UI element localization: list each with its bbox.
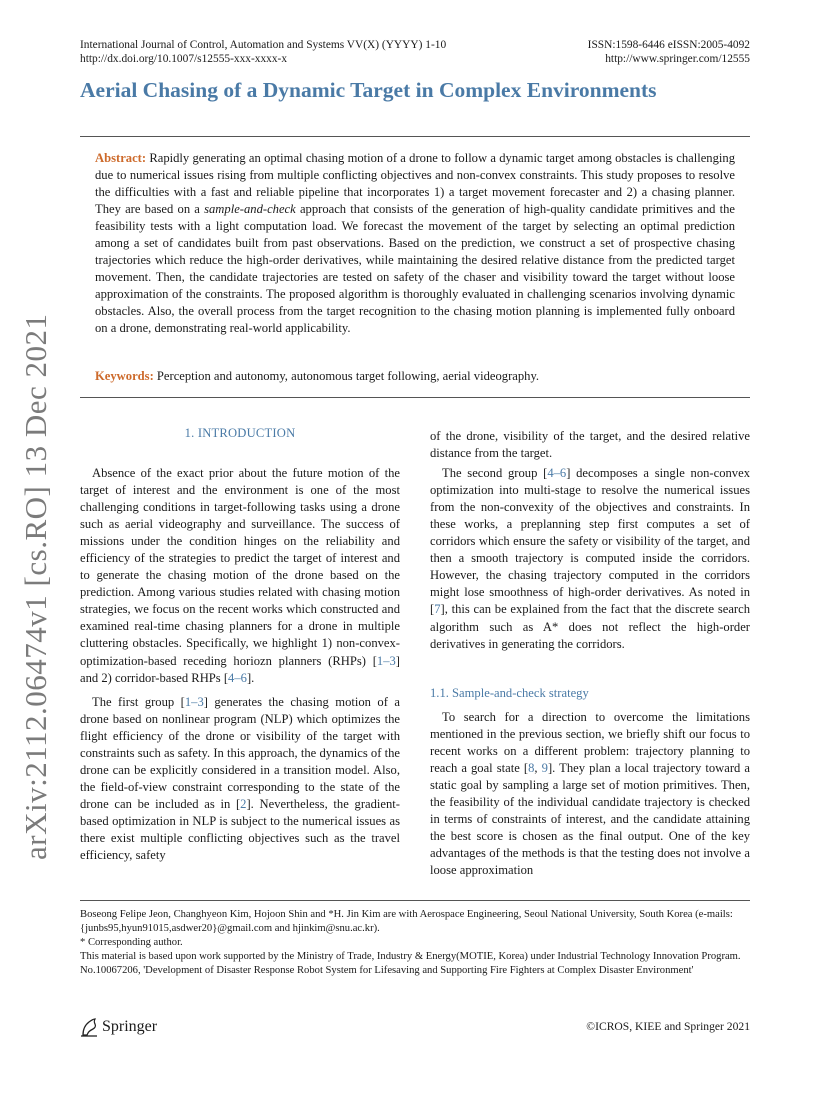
citation-link[interactable]: 7 bbox=[434, 602, 441, 617]
text-run: ]. bbox=[246, 670, 255, 685]
running-header-left bbox=[80, 38, 446, 66]
copyright: ©ICROS, KIEE and Springer 2021 bbox=[586, 1020, 750, 1033]
abstract-rule bbox=[80, 397, 750, 398]
funding-note: This material is based upon work supported by the Ministry of Trade, Industry & Energy(MOTIE, Korea) under Industrial Technology Innovation Program. No.10067206, 'Development of Disaster Response Robot System for Lifesaving and Supporting Fire Fighters at Complex Disaster Environment' bbox=[80, 951, 741, 976]
text-run: ], this can be explained from the fact that the discrete search algorithm such as A* does not reflect the high-order derivatives in generating the corridors. bbox=[430, 602, 750, 651]
doi-link[interactable]: http://dx.doi.org/10.1007/s12555-xxx-xxxx-x bbox=[80, 53, 288, 65]
text-run: The second group [ bbox=[442, 466, 548, 481]
springer-logo bbox=[80, 1017, 157, 1037]
citation-link[interactable]: 8 bbox=[528, 761, 535, 776]
text-run: ] generates the chasing motion of a drone based on nonlinear program (NLP) which optimizes the flight efficiency of the drone or visibility of the target with constraints such as safety. In this approach, the dynamics of the drone can be explicitly considered in a transition model. Also, the field-of-view constraint corresponding to the state of the drone can be included as in [ bbox=[80, 694, 400, 811]
corresponding-author-note: * Corresponding author. bbox=[80, 937, 183, 948]
footnote-rule bbox=[80, 900, 750, 901]
subsection-title-sample-and-check: 1.1. Sample-and-check strategy bbox=[430, 686, 589, 700]
journal-url[interactable]: http://www.springer.com/12555 bbox=[605, 53, 750, 65]
intro-paragraph-2-continued: of the drone, visibility of the target, and the desired relative distance from the target. bbox=[430, 429, 750, 461]
intro-paragraph-2 bbox=[80, 694, 400, 864]
keywords bbox=[95, 368, 735, 385]
right-column bbox=[430, 428, 750, 653]
text-run: ] decomposes a single non-convex optimization into multi-stage to resolve the numerical issues from the non-convexity of the objectives and constraints. In these works, a preplanning step first computes a set of corridors which ensure the safety or visibility of the target, and then a smooth trajectory is computed inside the corridors. However, the chasing trajectory computed in the corridors might lose smoothness of high-order derivatives. As noted in [ bbox=[430, 466, 750, 617]
abstract-label: Abstract: bbox=[95, 151, 147, 165]
intro-paragraph-1 bbox=[80, 465, 400, 687]
section-title-introduction: 1. INTRODUCTION bbox=[184, 426, 296, 440]
arxiv-stamp: arXiv:2112.06474v1 [cs.RO] 13 Dec 2021 bbox=[18, 313, 53, 860]
subsection-paragraph-1 bbox=[430, 709, 750, 879]
citation-link[interactable]: 1–3 bbox=[184, 694, 204, 709]
title-rule bbox=[80, 136, 750, 137]
abstract bbox=[95, 150, 735, 338]
text-run: The first group [ bbox=[92, 694, 185, 709]
citation-link[interactable]: 9 bbox=[541, 761, 548, 776]
intro-paragraph-3 bbox=[430, 465, 750, 653]
text-run: ]. Nevertheless, the gradient-based optimization in NLP is subject to the numerical issues as there exist multiple conflicting objectives such as the travel efficiency, safety bbox=[80, 796, 400, 863]
abstract-text-1: Rapidly generating an optimal chasing motion of a drone to follow a dynamic target among obstacles is challenging due to numerical issues rising from multiple conflicting objectives and non-convex constraints. This study proposes to resolve the difficulties with a fast and reliable pipeline that incorporates 1) a target movement forecaster and 2) a chasing planner. They are based on a bbox=[95, 151, 735, 217]
paper-title: Aerial Chasing of a Dynamic Target in Complex Environments bbox=[80, 78, 657, 102]
keywords-text: Perception and autonomy, autonomous target following, aerial videography. bbox=[156, 369, 540, 383]
footnote bbox=[80, 908, 752, 978]
running-header-right bbox=[588, 38, 750, 66]
springer-horse-icon bbox=[80, 1017, 98, 1037]
publisher-name: Springer bbox=[102, 1018, 158, 1035]
citation-link[interactable]: 2 bbox=[240, 796, 247, 811]
left-column bbox=[80, 465, 400, 864]
right-column-lower bbox=[430, 709, 750, 879]
text-run: To search for a direction to overcome the limitations mentioned in the previous section, we briefly shift our focus to recent works on a different problem: trajectory planning to reach a goal state [ bbox=[430, 710, 750, 776]
issn: ISSN:1598-6446 eISSN:2005-4092 bbox=[587, 39, 750, 51]
abstract-text-2: approach that consists of the generation of high-quality candidate primitives and the feasibility tests with a light computation load. We forecast the movement of the target by selecting an optimal prediction among a set of candidates built from past observations. Based on the prediction, we construct a set of prospective chasing trajectories which reduce the high-order derivatives, while maintaining the desired relative distance from the predicted target movement. Then, the candidate trajectories are tested on safety of the chaser and visibility toward the target without loose approximation of the constraints. The proposed algorithm is thoroughly evaluated in challenging scenarios involving dynamic obstacles. Also, the overall process from the target recognition to the chasing motion planning is implemented fully onboard on a drone, demonstrating real-world applicability. bbox=[95, 202, 735, 336]
author-affiliations: Boseong Felipe Jeon, Changhyeon Kim, Hojoon Shin and *H. Jin Kim are with Aerospace Engineering, Seoul National University, South Korea (e-mails: {junbs95,hyun91015,asdwer20}@gmail.com and hjinkim@snu.ac.kr). bbox=[80, 909, 733, 934]
text-run: ]. They plan a local trajectory toward a static goal by sampling a large set of motion primitives. Then, the feasibility of the individual candidate trajectory is checked in terms of constraints of interest, and the candidate attaining the best score is chosen as the final output. One of the key advantages of the methods is that the testing does not involve a loose approximation bbox=[430, 761, 751, 878]
citation-link[interactable]: 4–6 bbox=[228, 670, 247, 685]
journal-name: International Journal of Control, Automation and Systems VV(X) (YYYY) 1-10 bbox=[80, 39, 447, 51]
citation-link[interactable]: 4–6 bbox=[547, 466, 567, 481]
keywords-label: Keywords: bbox=[95, 369, 154, 383]
text-run: Absence of the exact prior about the future motion of the target of interest and the environment is one of the most challenging conditions in target-following tasks using a drone such as aerial videography and surveillance. The success of missions under the condition hinges on the reliability and efficiency of the strategies to predict the target of interest and to generate the chasing motion of the drone based on the prediction. Among various studies related with chasing motion strategies, we focus on the recent works which constructed and examined real-time chasing planners for a drone in multiple cluttering obstacles. Specifically, we highlight 1) non-convex-optimization-based receding horiozn planners (RHPs) [ bbox=[80, 466, 400, 668]
abstract-emphasis: sample-and-check bbox=[204, 202, 296, 217]
text-run: ] and 2) corridor-based RHPs [ bbox=[80, 653, 400, 685]
text-run: , bbox=[534, 761, 542, 776]
citation-link[interactable]: 1–3 bbox=[376, 653, 396, 668]
